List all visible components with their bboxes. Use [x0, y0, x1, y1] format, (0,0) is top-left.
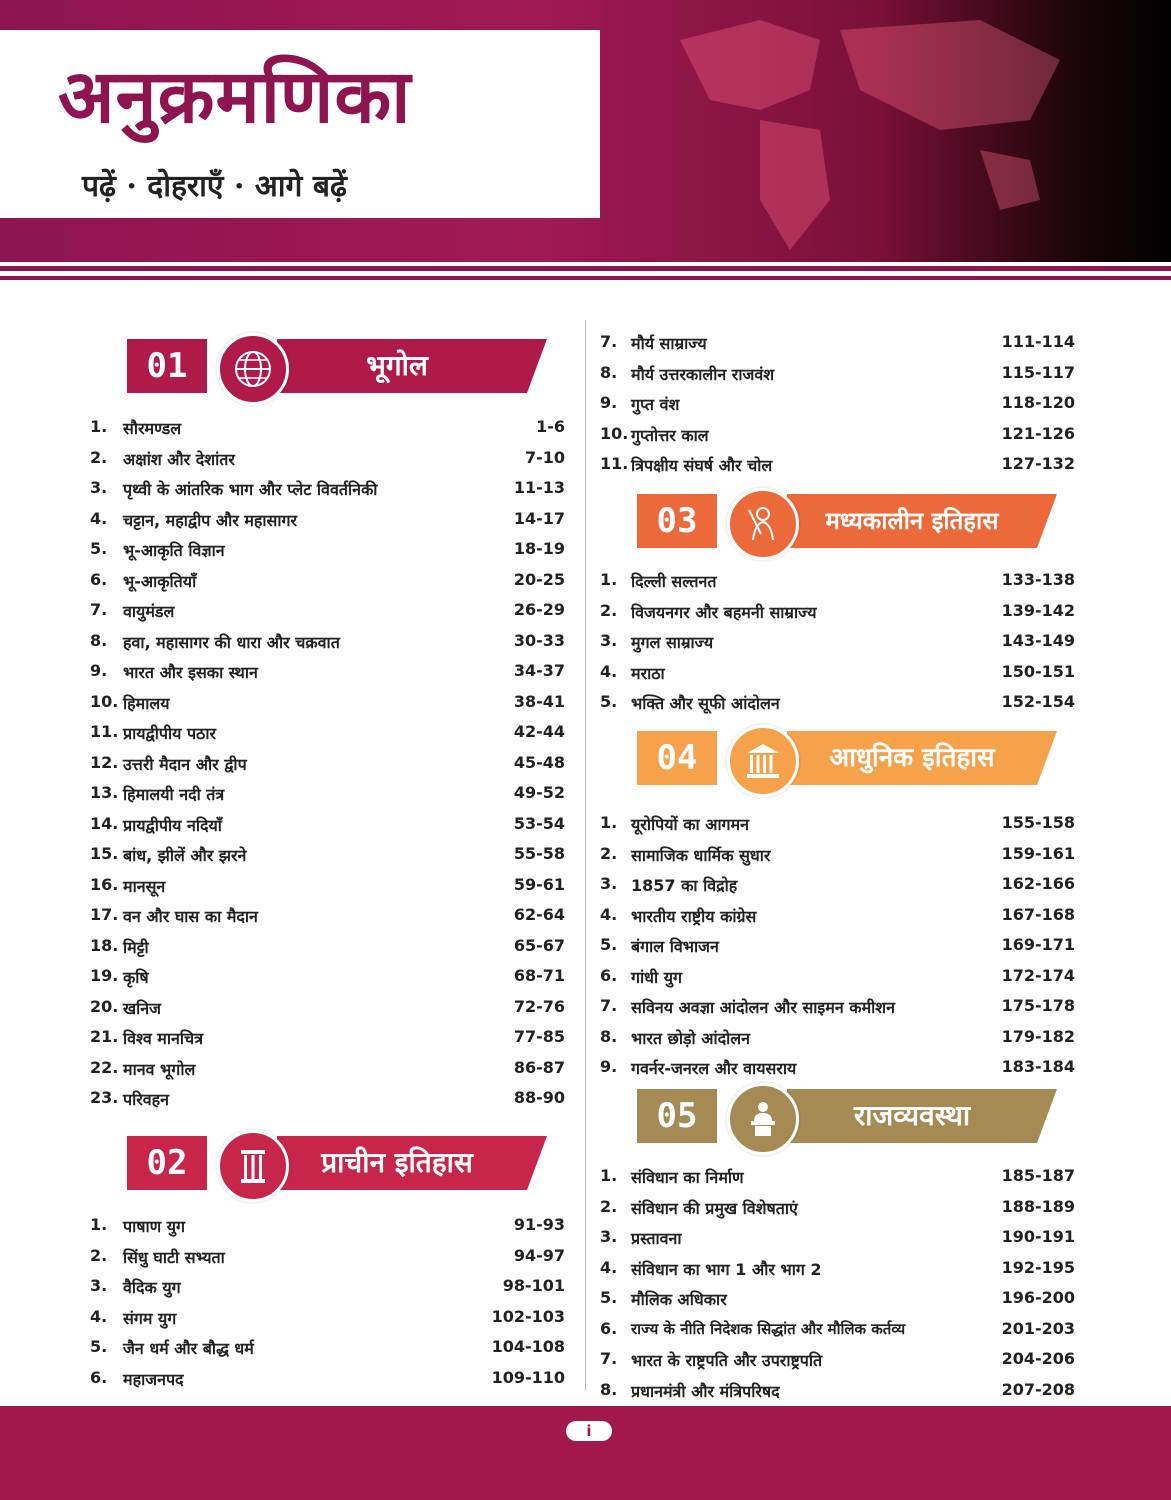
item-title: भारत के राष्ट्रपति और उपराष्ट्रपति	[631, 1351, 823, 1370]
item-title: संविधान का भाग 1 और भाग 2	[631, 1259, 822, 1279]
item-number: 21.	[90, 1027, 119, 1046]
item-title: प्रायद्वीपीय नदियाँ	[123, 815, 222, 835]
item-title: वायुमंडल	[123, 602, 175, 621]
item-title: त्रिपक्षीय संघर्ष और चोल	[631, 456, 773, 475]
toc-item[interactable]	[600, 901, 1075, 932]
toc-item[interactable]	[600, 870, 1075, 901]
item-title: हिमालयी नदी तंत्र	[123, 785, 225, 804]
item-number: 2.	[600, 600, 618, 620]
toc-item[interactable]	[90, 1272, 565, 1303]
item-pages: 139-142	[1001, 600, 1075, 620]
item-title: वैदिक युग	[123, 1278, 181, 1297]
page-header	[0, 0, 1171, 262]
toc-item[interactable]	[600, 688, 1075, 719]
item-pages: 159-161	[1001, 843, 1075, 863]
item-pages: 91-93	[513, 1215, 565, 1234]
item-number: 1.	[600, 570, 618, 589]
item-title: मौर्य साम्राज्य	[631, 334, 707, 353]
section-header-medieval-history	[637, 488, 1057, 558]
item-number: 1.	[600, 1166, 618, 1185]
section-header-modern-history	[637, 725, 1057, 795]
item-pages: 86-87	[513, 1057, 565, 1077]
item-title: बांध, झीलें और झरने	[123, 846, 247, 865]
item-title: भक्ति और सूफी आंदोलन	[631, 694, 780, 713]
item-pages: 121-126	[1001, 423, 1075, 443]
item-pages: 102-103	[491, 1306, 565, 1326]
speaker-podium-icon	[743, 1099, 783, 1139]
item-number: 4.	[600, 1257, 618, 1277]
item-pages: 42-44	[513, 722, 565, 741]
toc-item[interactable]	[90, 1303, 565, 1334]
toc-item[interactable]	[600, 1315, 1075, 1346]
item-pages: 94-97	[513, 1245, 565, 1265]
item-title: हिमालय	[123, 693, 170, 713]
item-number: 9.	[600, 1057, 618, 1076]
section-title: आधुनिक इतिहास	[829, 743, 995, 773]
item-number: 3.	[90, 478, 108, 497]
item-pages: 14-17	[513, 508, 565, 528]
toc-item[interactable]	[600, 1254, 1075, 1285]
item-pages: 152-154	[1001, 692, 1075, 711]
globe-icon	[233, 349, 273, 389]
item-number: 7.	[600, 332, 618, 351]
toc-item[interactable]	[600, 1284, 1075, 1315]
item-title: भारतीय राष्ट्रीय कांग्रेस	[631, 906, 757, 926]
item-title: गांधी युग	[631, 967, 682, 987]
building-icon	[743, 741, 783, 781]
toc-item[interactable]	[90, 474, 565, 505]
item-title: उत्तरी मैदान और द्वीप	[123, 754, 247, 774]
toc-item[interactable]	[600, 1023, 1075, 1054]
toc-list-ancient-history	[90, 1211, 565, 1394]
item-title: संविधान की प्रमुख विशेषताएं	[631, 1198, 798, 1218]
item-pages: 155-158	[1001, 813, 1075, 832]
item-pages: 53-54	[513, 813, 565, 833]
toc-item[interactable]	[90, 505, 565, 536]
item-pages: 7-10	[524, 447, 565, 467]
section-header-geography	[127, 333, 547, 403]
toc-list-modern-history	[600, 809, 1075, 1084]
item-title: गुप्तोत्तर काल	[631, 425, 709, 445]
item-pages: 201-203	[1001, 1318, 1075, 1338]
item-pages: 62-64	[513, 905, 565, 924]
item-number: 6.	[90, 569, 108, 589]
item-number: 9.	[90, 661, 108, 680]
item-pages: 115-117	[1001, 362, 1075, 382]
item-number: 5.	[600, 692, 618, 711]
item-number: 2.	[600, 1196, 618, 1216]
item-title: भू-आकृतियाँ	[123, 571, 197, 591]
item-number: 1.	[600, 813, 618, 832]
toc-item[interactable]	[90, 444, 565, 475]
toc-item[interactable]	[600, 566, 1075, 597]
item-pages: 175-178	[1001, 996, 1075, 1015]
item-pages: 188-189	[1001, 1196, 1075, 1216]
item-pages: 11-13	[513, 478, 565, 497]
pillar-icon	[233, 1146, 273, 1186]
item-pages: 109-110	[491, 1367, 565, 1387]
header-rule-top	[0, 266, 1171, 271]
toc-item[interactable]	[600, 931, 1075, 962]
item-number: 23.	[90, 1088, 119, 1107]
page-subtitle: पढ़ें · दोहराएँ · आगे बढ़ें	[82, 169, 347, 204]
item-title: बंगाल विभाजन	[631, 937, 719, 956]
toc-item[interactable]	[90, 993, 565, 1024]
item-number: 6.	[90, 1367, 108, 1387]
item-number: 8.	[600, 362, 618, 382]
toc-item[interactable]	[90, 657, 565, 688]
item-title: यूरोपियों का आगमन	[631, 815, 750, 834]
item-pages: 127-132	[1001, 454, 1075, 473]
item-title: भू-आकृति विज्ञान	[123, 541, 225, 560]
item-number: 8.	[600, 1026, 618, 1046]
item-pages: 20-25	[513, 569, 565, 589]
item-title: सविनय अवज्ञा आंदोलन और साइमन कमीशन	[631, 998, 896, 1017]
toc-item[interactable]	[600, 840, 1075, 871]
toc-item[interactable]	[600, 328, 1075, 359]
item-pages: 65-67	[513, 935, 565, 955]
item-number: 1.	[90, 1215, 108, 1234]
toc-item[interactable]	[600, 1376, 1075, 1407]
toc-item[interactable]	[90, 779, 565, 810]
item-pages: 204-206	[1001, 1349, 1075, 1368]
item-number: 6.	[600, 965, 618, 985]
item-pages: 169-171	[1001, 935, 1075, 954]
item-pages: 172-174	[1001, 965, 1075, 985]
toc-item[interactable]	[90, 1054, 565, 1085]
item-number: 11.	[600, 454, 629, 473]
item-number: 19.	[90, 966, 119, 985]
item-title: मुगल साम्राज्य	[631, 633, 714, 652]
item-pages: 162-166	[1001, 874, 1075, 893]
section-number: 03	[637, 494, 717, 548]
toc-item[interactable]	[600, 962, 1075, 993]
toc-item[interactable]	[600, 359, 1075, 390]
toc-item[interactable]	[600, 450, 1075, 481]
item-pages: 167-168	[1001, 904, 1075, 924]
toc-item[interactable]	[90, 627, 565, 658]
item-title: हवा, महासागर की धारा और चक्रवात	[123, 632, 340, 652]
item-pages: 196-200	[1001, 1288, 1075, 1307]
item-title: संगम युग	[123, 1308, 177, 1328]
toc-item[interactable]	[600, 627, 1075, 658]
toc-item[interactable]	[600, 389, 1075, 420]
toc-item[interactable]	[600, 1223, 1075, 1254]
item-title: सिंधु घाटी सभ्यता	[123, 1247, 225, 1267]
item-number: 2.	[90, 447, 108, 467]
warrior-icon	[743, 504, 783, 544]
item-number: 14.	[90, 813, 119, 833]
header-rule-bottom	[0, 276, 1171, 280]
item-number: 18.	[90, 935, 119, 955]
item-pages: 190-191	[1001, 1227, 1075, 1246]
item-pages: 179-182	[1001, 1026, 1075, 1046]
item-title: संविधान का निर्माण	[631, 1168, 744, 1187]
item-number: 20.	[90, 996, 119, 1016]
item-number: 10.	[600, 423, 629, 443]
item-title: चट्टान, महाद्वीप और महासागर	[123, 510, 298, 530]
item-pages: 183-184	[1001, 1057, 1075, 1076]
item-title: गुप्त वंश	[631, 395, 680, 414]
item-pages: 72-76	[513, 996, 565, 1016]
page-number: i	[566, 1421, 612, 1441]
item-title: सामाजिक धार्मिक सुधार	[631, 845, 771, 865]
section-title: राजव्यवस्था	[853, 1099, 971, 1132]
section-title: भूगोल	[366, 349, 428, 382]
toc-list-medieval-history	[600, 566, 1075, 719]
item-pages: 49-52	[513, 783, 565, 802]
item-number: 7.	[600, 1349, 618, 1368]
toc-list-geography	[90, 413, 565, 1115]
item-title: मौलिक अधिकार	[631, 1290, 727, 1309]
toc-item[interactable]	[90, 810, 565, 841]
item-title: खनिज	[123, 998, 161, 1018]
item-pages: 55-58	[513, 844, 565, 863]
toc-item[interactable]	[90, 901, 565, 932]
toc-item[interactable]	[600, 1193, 1075, 1224]
item-pages: 111-114	[1001, 332, 1075, 351]
item-number: 13.	[90, 783, 119, 802]
item-title: परिवहन	[123, 1090, 170, 1109]
section-header-ancient-history	[127, 1130, 547, 1200]
page-title: अनुक्रमणिका	[58, 54, 412, 140]
item-title: राज्य के नीति निदेशक सिद्धांत और मौलिक कर्तव्य	[631, 1319, 906, 1338]
item-pages: 207-208	[1001, 1379, 1075, 1399]
title-box	[0, 30, 600, 218]
item-number: 3.	[600, 631, 618, 650]
item-title: 1857 का विद्रोह	[631, 876, 738, 895]
item-title: पाषाण युग	[123, 1217, 186, 1236]
toc-item[interactable]	[90, 718, 565, 749]
item-pages: 59-61	[513, 874, 565, 894]
section-icon-circle	[727, 725, 799, 797]
toc-item[interactable]	[600, 1345, 1075, 1376]
item-title: दिल्ली सल्तनत	[631, 572, 717, 591]
section-header-polity	[637, 1083, 1057, 1153]
item-pages: 38-41	[513, 691, 565, 711]
item-pages: 88-90	[513, 1088, 565, 1107]
item-title: जैन धर्म और बौद्ध धर्म	[123, 1339, 254, 1358]
section-icon-circle	[217, 333, 289, 405]
item-title: वन और घास का मैदान	[123, 907, 258, 926]
item-title: सौरमण्डल	[123, 419, 182, 438]
toc-item[interactable]	[90, 566, 565, 597]
item-number: 2.	[600, 843, 618, 863]
item-pages: 68-71	[513, 966, 565, 985]
toc-item[interactable]	[90, 1084, 565, 1115]
item-title: विजयनगर और बहमनी साम्राज्य	[631, 602, 817, 622]
item-title: मराठा	[631, 663, 665, 683]
toc-item[interactable]	[600, 1162, 1075, 1193]
item-title: प्रधानमंत्री और मंत्रिपरिषद	[631, 1381, 780, 1401]
item-number: 1.	[90, 417, 108, 436]
item-title: मिट्टी	[123, 937, 149, 957]
item-number: 5.	[600, 1288, 618, 1307]
item-title: महाजनपद	[123, 1369, 184, 1389]
column-divider	[585, 320, 586, 1390]
item-number: 4.	[90, 508, 108, 528]
item-pages: 104-108	[491, 1337, 565, 1356]
toc-item[interactable]	[90, 871, 565, 902]
item-number: 22.	[90, 1057, 119, 1077]
item-pages: 34-37	[513, 661, 565, 680]
item-pages: 185-187	[1001, 1166, 1075, 1185]
toc-item[interactable]	[90, 1364, 565, 1395]
item-number: 3.	[90, 1276, 108, 1295]
item-number: 2.	[90, 1245, 108, 1265]
toc-item[interactable]	[90, 413, 565, 444]
world-map-graphic	[560, 0, 1171, 262]
toc-item[interactable]	[90, 1211, 565, 1242]
item-number: 10.	[90, 691, 119, 711]
item-title: मानसून	[123, 876, 166, 896]
item-pages: 18-19	[513, 539, 565, 558]
section-number: 05	[637, 1089, 717, 1143]
item-title: गवर्नर-जनरल और वायसराय	[631, 1059, 797, 1078]
item-number: 7.	[600, 996, 618, 1015]
toc-item[interactable]	[600, 420, 1075, 451]
item-pages: 192-195	[1001, 1257, 1075, 1277]
item-number: 7.	[90, 600, 108, 619]
item-pages: 98-101	[502, 1276, 565, 1295]
item-number: 9.	[600, 393, 618, 412]
item-pages: 118-120	[1001, 393, 1075, 412]
toc-item[interactable]	[90, 932, 565, 963]
item-number: 5.	[90, 1337, 108, 1356]
item-number: 17.	[90, 905, 119, 924]
toc-item[interactable]	[90, 840, 565, 871]
item-title: भारत छोड़ो आंदोलन	[631, 1028, 750, 1048]
item-title: प्रस्तावना	[631, 1229, 682, 1248]
toc-item[interactable]	[600, 1053, 1075, 1084]
section-number: 04	[637, 731, 717, 785]
item-number: 16.	[90, 874, 119, 894]
section-number: 01	[127, 339, 207, 393]
item-pages: 150-151	[1001, 661, 1075, 681]
toc-item[interactable]	[90, 535, 565, 566]
toc-item[interactable]	[90, 1023, 565, 1054]
item-title: प्रायद्वीपीय पठार	[123, 724, 217, 743]
item-title: मौर्य उत्तरकालीन राजवंश	[631, 364, 775, 384]
item-number: 6.	[600, 1318, 618, 1338]
item-number: 5.	[90, 539, 108, 558]
item-number: 3.	[600, 874, 618, 893]
toc-item[interactable]	[90, 749, 565, 780]
item-number: 8.	[600, 1379, 618, 1399]
item-pages: 1-6	[536, 417, 565, 436]
item-pages: 45-48	[513, 752, 565, 772]
item-title: अक्षांश और देशांतर	[123, 449, 235, 469]
item-number: 12.	[90, 752, 119, 772]
item-title: कृषि	[123, 968, 149, 987]
item-pages: 133-138	[1001, 570, 1075, 589]
page-footer	[0, 1406, 1171, 1500]
item-pages: 143-149	[1001, 631, 1075, 650]
item-number: 11.	[90, 722, 119, 741]
section-number: 02	[127, 1136, 207, 1190]
section-icon-circle	[727, 488, 799, 560]
item-pages: 26-29	[513, 600, 565, 619]
item-title: भारत और इसका स्थान	[123, 663, 258, 682]
toc-list-polity	[600, 1162, 1075, 1406]
section-icon-circle	[727, 1083, 799, 1155]
item-number: 4.	[90, 1306, 108, 1326]
item-title: मानव भूगोल	[123, 1059, 196, 1079]
toc-item[interactable]	[90, 962, 565, 993]
toc-item[interactable]	[600, 658, 1075, 689]
toc-item[interactable]	[90, 688, 565, 719]
section-title: प्राचीन इतिहास	[321, 1146, 473, 1179]
item-number: 15.	[90, 844, 119, 863]
item-number: 4.	[600, 904, 618, 924]
item-number: 8.	[90, 630, 108, 650]
item-title: पृथ्वी के आंतरिक भाग और प्लेट विवर्तनिकी	[123, 480, 378, 499]
toc-list-ancient-history-continued	[600, 328, 1075, 481]
item-pages: 30-33	[513, 630, 565, 650]
item-number: 5.	[600, 935, 618, 954]
toc-item[interactable]	[90, 1242, 565, 1273]
toc-item[interactable]	[600, 809, 1075, 840]
toc-item[interactable]	[600, 597, 1075, 628]
toc-item[interactable]	[90, 1333, 565, 1364]
section-icon-circle	[217, 1130, 289, 1202]
item-title: विश्व मानचित्र	[123, 1029, 204, 1048]
item-number: 4.	[600, 661, 618, 681]
toc-item[interactable]	[90, 596, 565, 627]
section-title: मध्यकालीन इतिहास	[825, 506, 999, 535]
item-pages: 77-85	[513, 1027, 565, 1046]
toc-item[interactable]	[600, 992, 1075, 1023]
item-number: 3.	[600, 1227, 618, 1246]
